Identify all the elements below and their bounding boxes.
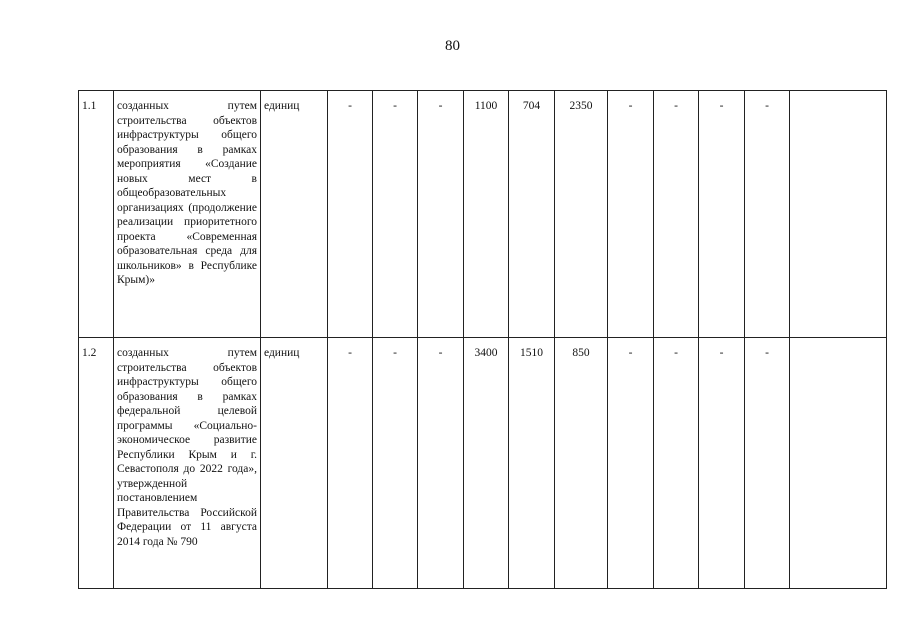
row-description: созданных путем строительства объектов инфраструктуры общего образования в рамках мероприятия «Создание новых мест в общеобразовательных организациях (продолжение реализации приоритетного проекта «Современная образовательная среда для школьников» в Республике Крым)» — [114, 91, 261, 338]
indicator-table — [78, 90, 887, 589]
value-cell: 2350 — [555, 91, 608, 338]
row-description: созданных путем строительства объектов инфраструктуры общего образования в рамках федеральной целевой программы «Социально-экономическое развитие Республики Крым и г. Севастополя до 2022 года», утвержденной постановлением Правительства Российской Федерации от 11 августа 2014 года № 790 — [114, 338, 261, 589]
value-cell: - — [654, 338, 699, 589]
value-cell: 3400 — [464, 338, 509, 589]
value-cell: - — [418, 338, 464, 589]
value-cell: - — [418, 91, 464, 338]
value-cell: - — [373, 91, 418, 338]
table-row — [79, 91, 887, 338]
value-cell: 704 — [509, 91, 555, 338]
value-cell: - — [373, 338, 418, 589]
value-cell: - — [608, 338, 654, 589]
value-cell: - — [328, 91, 373, 338]
value-cell: 850 — [555, 338, 608, 589]
value-cell: 1510 — [509, 338, 555, 589]
value-cell: - — [608, 91, 654, 338]
value-cell — [790, 91, 887, 338]
row-number: 1.1 — [79, 91, 114, 338]
row-unit: единиц — [261, 338, 328, 589]
value-cell — [790, 338, 887, 589]
value-cell: - — [745, 91, 790, 338]
page-number: 80 — [445, 38, 460, 54]
value-cell: - — [699, 338, 745, 589]
value-cell: - — [699, 91, 745, 338]
value-cell: - — [654, 91, 699, 338]
table-row — [79, 338, 887, 589]
value-cell: 1100 — [464, 91, 509, 338]
row-unit: единиц — [261, 91, 328, 338]
value-cell: - — [745, 338, 790, 589]
row-number: 1.2 — [79, 338, 114, 589]
value-cell: - — [328, 338, 373, 589]
